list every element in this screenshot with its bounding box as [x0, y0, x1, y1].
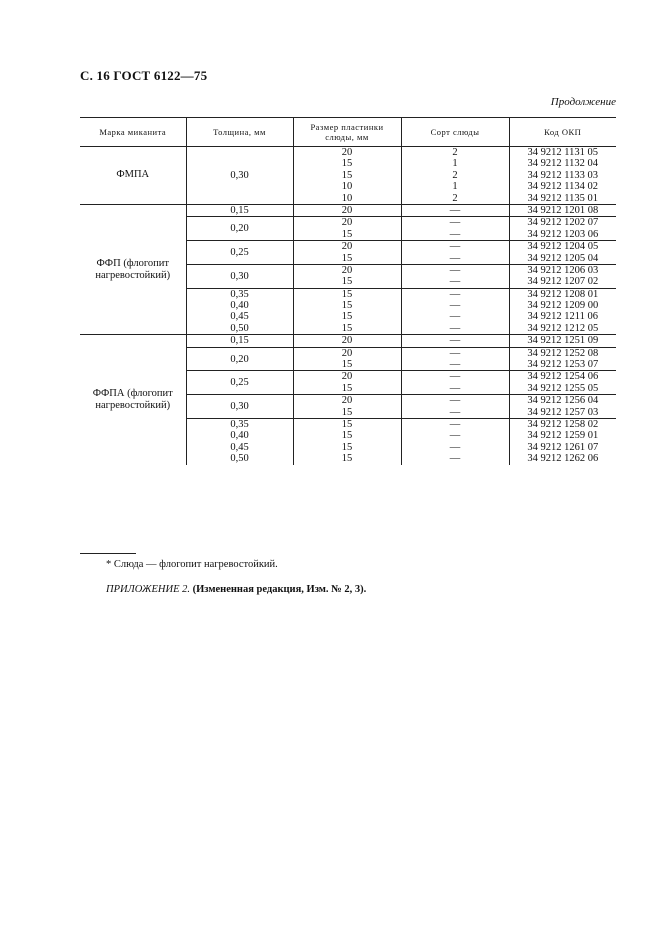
sort-value: —: [449, 418, 461, 430]
sort-value: —: [449, 359, 461, 371]
okp-code-value: 34 9212 1134 02: [527, 181, 598, 193]
sizes-cell: [293, 204, 401, 216]
thickness-cell: 0,25: [186, 371, 293, 395]
sorts-cell: [401, 347, 509, 371]
footnote: * Слюда — флогопит нагревостойкий.: [106, 559, 278, 570]
codes-cell: [509, 264, 616, 288]
okp-code-value: 34 9212 1202 07: [527, 217, 599, 229]
size-value: 10: [341, 192, 353, 204]
thickness-cell: 0,20: [186, 217, 293, 241]
continuation-label: Продолжение: [550, 96, 616, 108]
size-value: 15: [341, 228, 353, 240]
okp-code-value: 34 9212 1209 00: [527, 300, 599, 312]
okp-code-value: 34 9212 1205 04: [527, 252, 599, 264]
thickness-cell: [186, 288, 293, 335]
sorts-cell: [401, 288, 509, 335]
grade-cell: ФФПА (флогопит нагревостойкий): [80, 335, 186, 465]
size-value: 15: [341, 276, 353, 288]
okp-code-value: 34 9212 1252 08: [527, 347, 599, 359]
sort-value: —: [449, 382, 461, 394]
codes-cell: [509, 347, 616, 371]
okp-code-value: 34 9212 1258 02: [527, 418, 599, 430]
grade-cell: ФМПА: [80, 147, 186, 205]
sizes-cell: [293, 347, 401, 371]
sorts-cell: [401, 395, 509, 419]
sizes-cell: [293, 217, 401, 241]
sort-value: —: [449, 217, 461, 229]
thickness-value: 0,45: [230, 441, 249, 453]
codes-cell: [509, 147, 616, 205]
codes-cell: [509, 418, 616, 464]
sort-value: —: [449, 264, 461, 276]
size-value: 15: [341, 359, 353, 371]
appendix-label: ПРИЛОЖЕНИЕ 2.: [106, 584, 190, 595]
sizes-cell: [293, 335, 401, 347]
thickness-value: 0,35: [230, 418, 249, 430]
sorts-cell: [401, 335, 509, 347]
okp-code-value: 34 9212 1203 06: [527, 228, 599, 240]
size-value: 15: [341, 406, 353, 418]
sizes-cell: [293, 147, 401, 205]
size-value: 15: [341, 169, 353, 181]
appendix-note: [106, 584, 366, 595]
sort-value: —: [449, 430, 461, 442]
sort-value: 2: [452, 192, 458, 204]
sorts-cell: [401, 264, 509, 288]
sizes-cell: [293, 395, 401, 419]
thickness-cell: 0,30: [186, 264, 293, 288]
col-header-sort: Сорт слюды: [401, 118, 509, 147]
okp-code-value: 34 9212 1206 03: [527, 264, 599, 276]
size-value: 15: [341, 311, 353, 323]
okp-code-table: [80, 117, 616, 465]
size-value: 15: [341, 430, 353, 442]
okp-code-value: 34 9212 1253 07: [527, 359, 599, 371]
size-value: 20: [341, 147, 353, 158]
okp-code-value: 34 9212 1201 08: [527, 204, 599, 216]
size-value: 20: [341, 264, 353, 276]
sort-value: —: [449, 395, 461, 407]
codes-cell: [509, 204, 616, 216]
codes-cell: [509, 241, 616, 265]
sorts-cell: [401, 418, 509, 464]
sort-value: —: [449, 252, 461, 264]
sort-value: —: [449, 347, 461, 359]
okp-code-value: 34 9212 1131 05: [527, 147, 598, 158]
thickness-cell: 0,15: [186, 204, 293, 216]
sort-value: —: [449, 288, 461, 300]
okp-code-value: 34 9212 1207 02: [527, 276, 599, 288]
appendix-text: (Измененная редакция, Изм. № 2, 3).: [192, 584, 367, 595]
thickness-cell: [186, 418, 293, 464]
sort-value: —: [449, 322, 461, 334]
thickness-value: 0,35: [230, 288, 249, 300]
sizes-cell: [293, 288, 401, 335]
okp-code-value: 34 9212 1256 04: [527, 395, 599, 407]
sizes-cell: [293, 241, 401, 265]
okp-code-value: 34 9212 1259 01: [527, 430, 599, 442]
thickness-cell: 0,20: [186, 347, 293, 371]
size-value: 15: [341, 382, 353, 394]
sorts-cell: [401, 217, 509, 241]
sort-value: —: [449, 335, 461, 347]
size-value: 20: [341, 204, 353, 216]
size-value: 20: [341, 241, 353, 253]
size-value: 15: [341, 288, 353, 300]
sort-value: 2: [452, 169, 458, 181]
table-row: [80, 335, 616, 347]
codes-cell: [509, 335, 616, 347]
col-header-size: Размер пластинки слюды, мм: [293, 118, 401, 147]
size-value: 10: [341, 181, 353, 193]
size-value: 20: [341, 371, 353, 383]
col-header-grade: Марка миканита: [80, 118, 186, 147]
size-value: 20: [341, 347, 353, 359]
grade-cell: ФФП (флогопит нагревостойкий): [80, 204, 186, 334]
sort-value: —: [449, 406, 461, 418]
okp-code-value: 34 9212 1257 03: [527, 406, 599, 418]
sizes-cell: [293, 264, 401, 288]
table-row: [80, 147, 616, 205]
col-header-code: Код ОКП: [509, 118, 616, 147]
sort-value: —: [449, 228, 461, 240]
sorts-cell: [401, 147, 509, 205]
okp-code-value: 34 9212 1133 03: [527, 169, 598, 181]
okp-code-value: 34 9212 1211 06: [527, 311, 598, 323]
thickness-cell: 0,25: [186, 241, 293, 265]
okp-code-value: 34 9212 1132 04: [527, 158, 598, 170]
sort-value: —: [449, 241, 461, 253]
sort-value: —: [449, 311, 461, 323]
sort-value: —: [449, 441, 461, 453]
size-value: 15: [341, 252, 353, 264]
thickness-value: 0,45: [230, 311, 249, 323]
sort-value: —: [449, 371, 461, 383]
size-value: 15: [341, 322, 353, 334]
thickness-value: 0,50: [230, 453, 249, 465]
size-value: 15: [341, 300, 353, 312]
okp-code-value: 34 9212 1204 05: [527, 241, 599, 253]
size-value: 15: [341, 441, 353, 453]
sort-value: —: [449, 276, 461, 288]
sort-value: 2: [452, 147, 458, 158]
size-value: 20: [341, 335, 353, 347]
size-value: 15: [341, 453, 353, 465]
okp-code-value: 34 9212 1255 05: [527, 382, 599, 394]
table-row: [80, 204, 616, 216]
col-header-thickness: Толщина, мм: [186, 118, 293, 147]
footnote-rule: [80, 553, 136, 554]
okp-code-value: 34 9212 1262 06: [527, 453, 599, 465]
codes-cell: [509, 371, 616, 395]
codes-cell: [509, 395, 616, 419]
codes-cell: [509, 288, 616, 335]
size-value: 15: [341, 418, 353, 430]
thickness-value: 0,50: [230, 322, 249, 334]
sort-value: 1: [452, 181, 458, 193]
sizes-cell: [293, 371, 401, 395]
okp-code-value: 34 9212 1251 09: [527, 335, 599, 347]
okp-code-value: 34 9212 1254 06: [527, 371, 599, 383]
thickness-cell: 0,30: [186, 395, 293, 419]
codes-cell: [509, 217, 616, 241]
okp-code-value: 34 9212 1135 01: [527, 192, 598, 204]
thickness-value: 0,40: [230, 430, 249, 442]
sort-value: —: [449, 300, 461, 312]
sorts-cell: [401, 204, 509, 216]
okp-code-value: 34 9212 1261 07: [527, 441, 599, 453]
sorts-cell: [401, 371, 509, 395]
thickness-value: 0,40: [230, 300, 249, 312]
page-header: С. 16 ГОСТ 6122—75: [80, 68, 208, 83]
size-value: 20: [341, 217, 353, 229]
size-value: 20: [341, 395, 353, 407]
okp-code-value: 34 9212 1208 01: [527, 288, 599, 300]
sort-value: 1: [452, 158, 458, 170]
thickness-cell: 0,15: [186, 335, 293, 347]
sizes-cell: [293, 418, 401, 464]
sort-value: —: [449, 204, 461, 216]
thickness-cell: 0,30: [186, 147, 293, 205]
table-header-row: [80, 118, 616, 147]
size-value: 15: [341, 158, 353, 170]
table-body: [80, 147, 616, 465]
sort-value: —: [449, 453, 461, 465]
sorts-cell: [401, 241, 509, 265]
okp-code-value: 34 9212 1212 05: [527, 322, 599, 334]
